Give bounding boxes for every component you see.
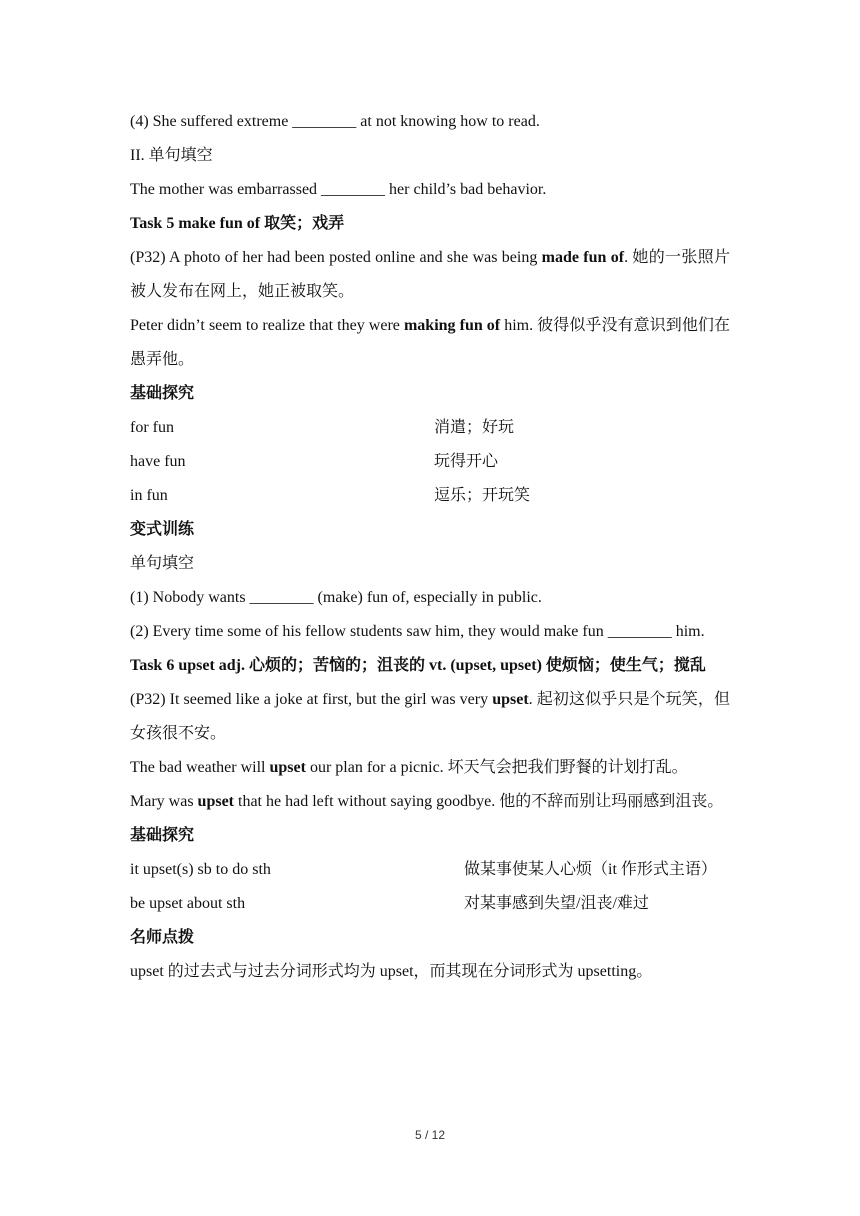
section-heading: II. 单句填空 xyxy=(130,147,213,164)
task-title: Task 5 make fun of 取笑；戏弄 xyxy=(130,215,345,232)
subheading: 基础探究 xyxy=(130,827,195,844)
subheading: 变式训练 xyxy=(130,521,195,538)
exercise-line: (1) Nobody wants ________ (make) fun of, especially in public. xyxy=(130,589,542,606)
task-title: Task 6 upset adj. 心烦的；苦恼的；沮丧的 vt. (upset, upset) 使烦恼；使生气；搅乱 xyxy=(130,657,706,674)
bold-phrase: making fun of xyxy=(403,317,501,334)
text-span: The bad weather will xyxy=(130,759,270,776)
exercise-line: (4) She suffered extreme ________ at not knowing how to read. xyxy=(130,113,540,130)
bold-phrase: upset xyxy=(492,691,529,708)
phrase-en: have fun xyxy=(130,453,186,470)
phrase-row xyxy=(130,853,730,887)
text-span: our plan for a picnic. 坏天气会把我们野餐的计划打乱。 xyxy=(305,759,688,776)
text-span: that he had left without saying goodbye. 他的不辞而别让玛丽感到沮丧。 xyxy=(234,793,724,810)
bold-phrase: upset xyxy=(197,793,234,810)
example-sentence xyxy=(130,785,730,819)
phrase-row xyxy=(130,479,730,513)
example-sentence xyxy=(130,241,730,309)
text-span: . 她的一张照片被人发布在网上，她正被取笑。 xyxy=(130,249,730,300)
text-span: . 起初这似乎只是个玩笑，但女孩很不安。 xyxy=(130,691,730,742)
exercise-line: The mother was embarrassed ________ her child’s bad behavior. xyxy=(130,181,547,198)
subheading: 基础探究 xyxy=(130,385,195,402)
text-span: Mary was xyxy=(130,793,198,810)
page-number: 5 / 12 xyxy=(414,1128,446,1142)
phrase-zh: 对某事感到失望/沮丧/难过 xyxy=(464,895,649,912)
phrase-en: for fun xyxy=(130,419,174,436)
bold-phrase: made fun of xyxy=(541,249,625,266)
text-span: him. 彼得似乎没有意识到他们在愚弄他。 xyxy=(130,317,730,368)
phrase-row xyxy=(130,887,730,921)
example-sentence xyxy=(130,309,730,377)
text-span: Peter didn’t seem to realize that they were xyxy=(130,317,404,334)
phrase-row xyxy=(130,411,730,445)
bold-phrase: upset xyxy=(269,759,306,776)
phrase-row xyxy=(130,445,730,479)
phrase-zh: 消遣；好玩 xyxy=(434,419,515,436)
text-span: (P32) A photo of her had been posted online and she was being xyxy=(130,249,542,266)
phrase-zh: 玩得开心 xyxy=(434,453,499,470)
note-line: upset 的过去式与过去分词形式均为 upset，而其现在分词形式为 upsetting。 xyxy=(130,963,653,980)
phrase-en: in fun xyxy=(130,487,168,504)
text-span: (P32) It seemed like a joke at first, but the girl was very xyxy=(130,691,493,708)
subheading: 名师点拨 xyxy=(130,929,195,946)
exercise-type: 单句填空 xyxy=(130,555,195,572)
example-sentence xyxy=(130,683,730,751)
document-body xyxy=(130,105,730,989)
exercise-line: (2) Every time some of his fellow students saw him, they would make fun ________ him. xyxy=(130,623,705,640)
phrase-en: it upset(s) sb to do sth xyxy=(130,861,271,878)
phrase-zh: 逗乐；开玩笑 xyxy=(434,487,531,504)
phrase-en: be upset about sth xyxy=(130,895,246,912)
example-sentence xyxy=(130,751,730,785)
phrase-zh: 做某事使某人心烦（it 作形式主语） xyxy=(464,861,717,878)
